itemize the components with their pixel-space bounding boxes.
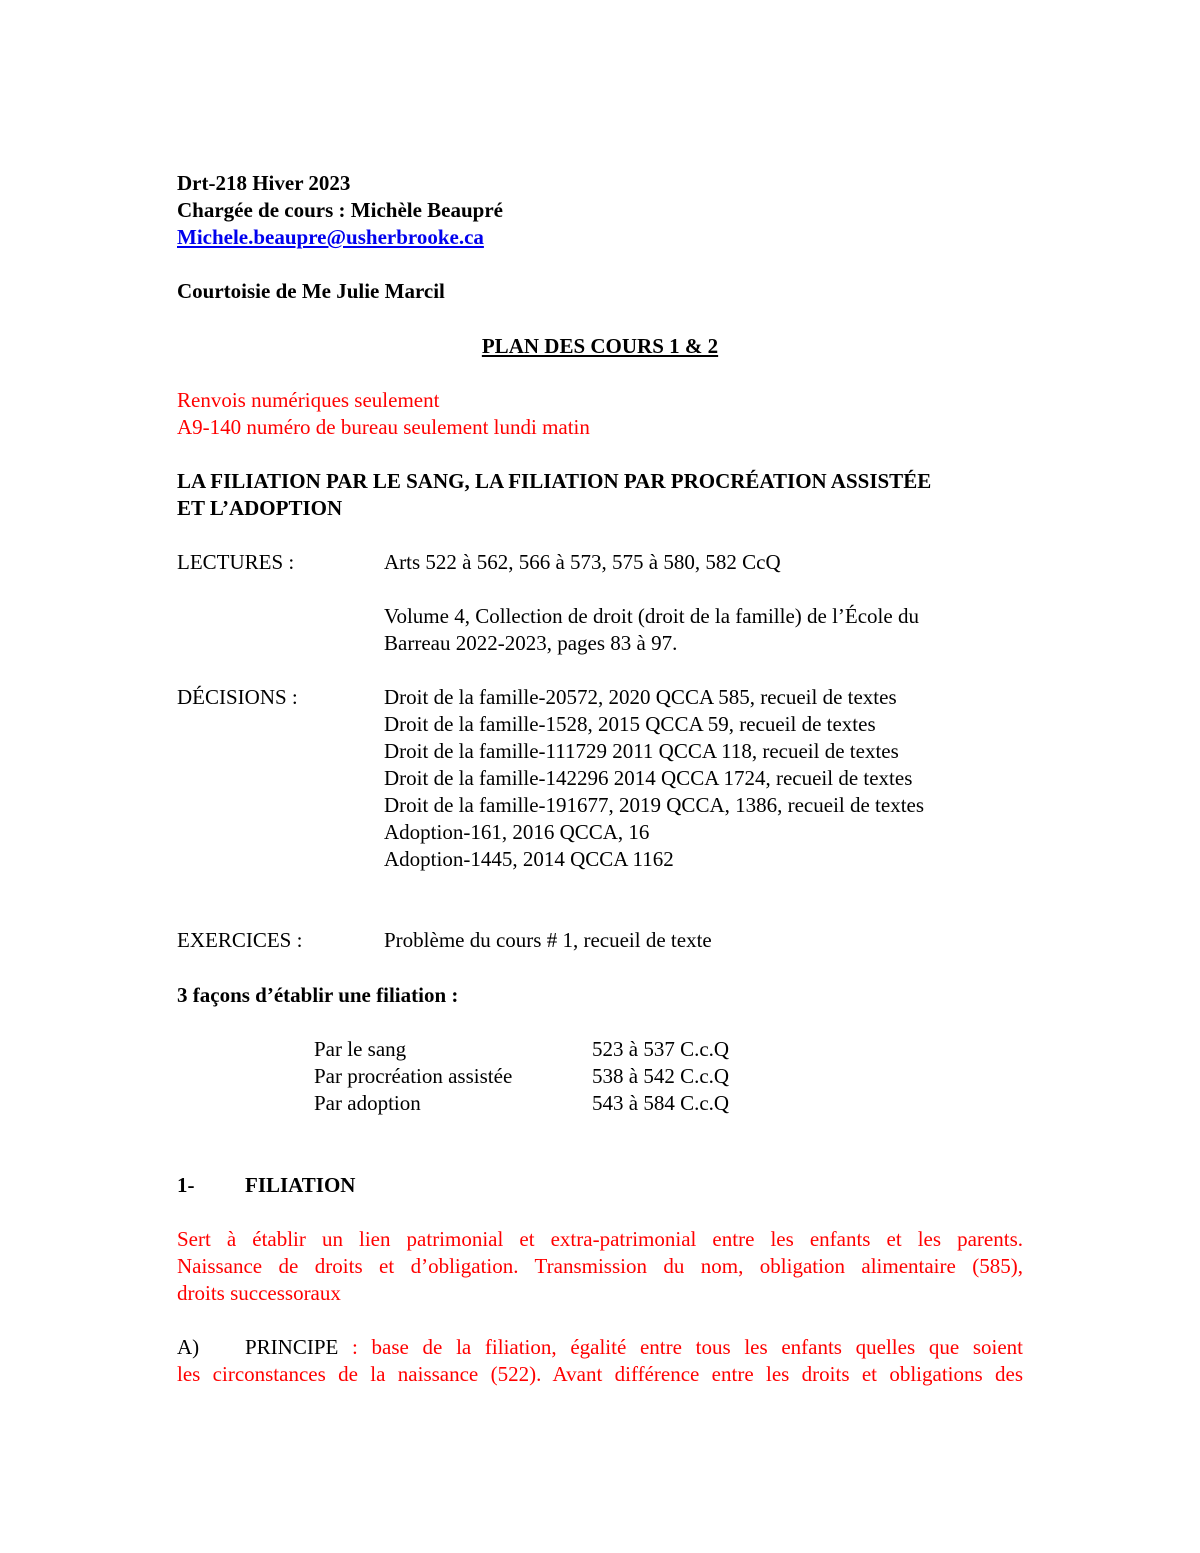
decision-item: Droit de la famille-20572, 2020 QCCA 585, recueil de textes [384,685,897,709]
section-number: 1- [177,1173,195,1197]
principle-term: PRINCIPE [245,1335,339,1359]
principle-paragraph [177,1334,1023,1388]
note-line: A9-140 numéro de bureau seulement lundi matin [177,415,590,439]
decision-item: Droit de la famille-191677, 2019 QCCA, 1386, recueil de textes [384,793,925,817]
lectures-row [177,549,294,575]
way-articles: 538 à 542 C.c.Q [592,1064,730,1088]
way-articles: 523 à 537 C.c.Q [592,1037,730,1061]
lectures-item: Volume 4, Collection de droit (droit de la famille) de l’École du [384,604,919,628]
note-line: Renvois numériques seulement [177,388,440,412]
decision-item: Droit de la famille-142296 2014 QCCA 1724, recueil de textes [384,766,913,790]
instructor-email-link[interactable]: Michele.beaupre@usherbrooke.ca [177,225,484,249]
courtesy-line: Courtoisie de Me Julie Marcil [177,279,445,303]
topic-heading-line: ET L’ADOPTION [177,496,343,520]
course-code: Drt-218 Hiver 2023 [177,171,351,195]
way-label: Par procréation assistée [314,1064,513,1088]
paragraph-line: droits successoraux [177,1281,341,1305]
page-title: PLAN DES COURS 1 & 2 [481,334,719,358]
principle-text: : base de la filiation, égalité entre tous les enfants quelles que soient [338,1335,1023,1359]
decision-item: Adoption-1445, 2014 QCCA 1162 [384,847,674,871]
topic-heading-line: LA FILIATION PAR LE SANG, LA FILIATION PAR PROCRÉATION ASSISTÉE [177,469,932,493]
exercises-text: Problème du cours # 1, recueil de texte [384,928,712,952]
section-title: FILIATION [245,1173,356,1197]
decision-item: Adoption-161, 2016 QCCA, 16 [384,820,650,844]
principle-line-2: les circonstances de la naissance (522). Avant différence entre les droits et obligations des [177,1362,1023,1386]
lectures-item: Barreau 2022-2023, pages 83 à 97. [384,631,678,655]
decision-item: Droit de la famille-111729 2011 QCCA 118, recueil de textes [384,739,899,763]
lectures-item: Arts 522 à 562, 566 à 573, 575 à 580, 582 CcQ [384,550,781,574]
filiation-paragraph [177,1226,1023,1307]
lectures-label: LECTURES : [177,550,295,574]
ways-heading: 3 façons d’établir une filiation : [177,983,459,1007]
instructor-line: Chargée de cours : Michèle Beaupré [177,198,504,222]
way-articles: 543 à 584 C.c.Q [592,1091,730,1115]
exercises-label: EXERCICES : [177,928,303,952]
paragraph-line: Sert à établir un lien patrimonial et extra-patrimonial entre les enfants et les parents. [177,1227,1023,1251]
way-label: Par le sang [314,1037,407,1061]
principle-line-1 [177,1334,1023,1361]
subsection-label: A) [177,1335,200,1359]
decision-item: Droit de la famille-1528, 2015 QCCA 59, recueil de textes [384,712,876,736]
paragraph-line: Naissance de droits et d’obligation. Transmission du nom, obligation alimentaire (585), [177,1254,1023,1278]
decisions-label: DÉCISIONS : [177,685,298,709]
way-label: Par adoption [314,1091,421,1115]
